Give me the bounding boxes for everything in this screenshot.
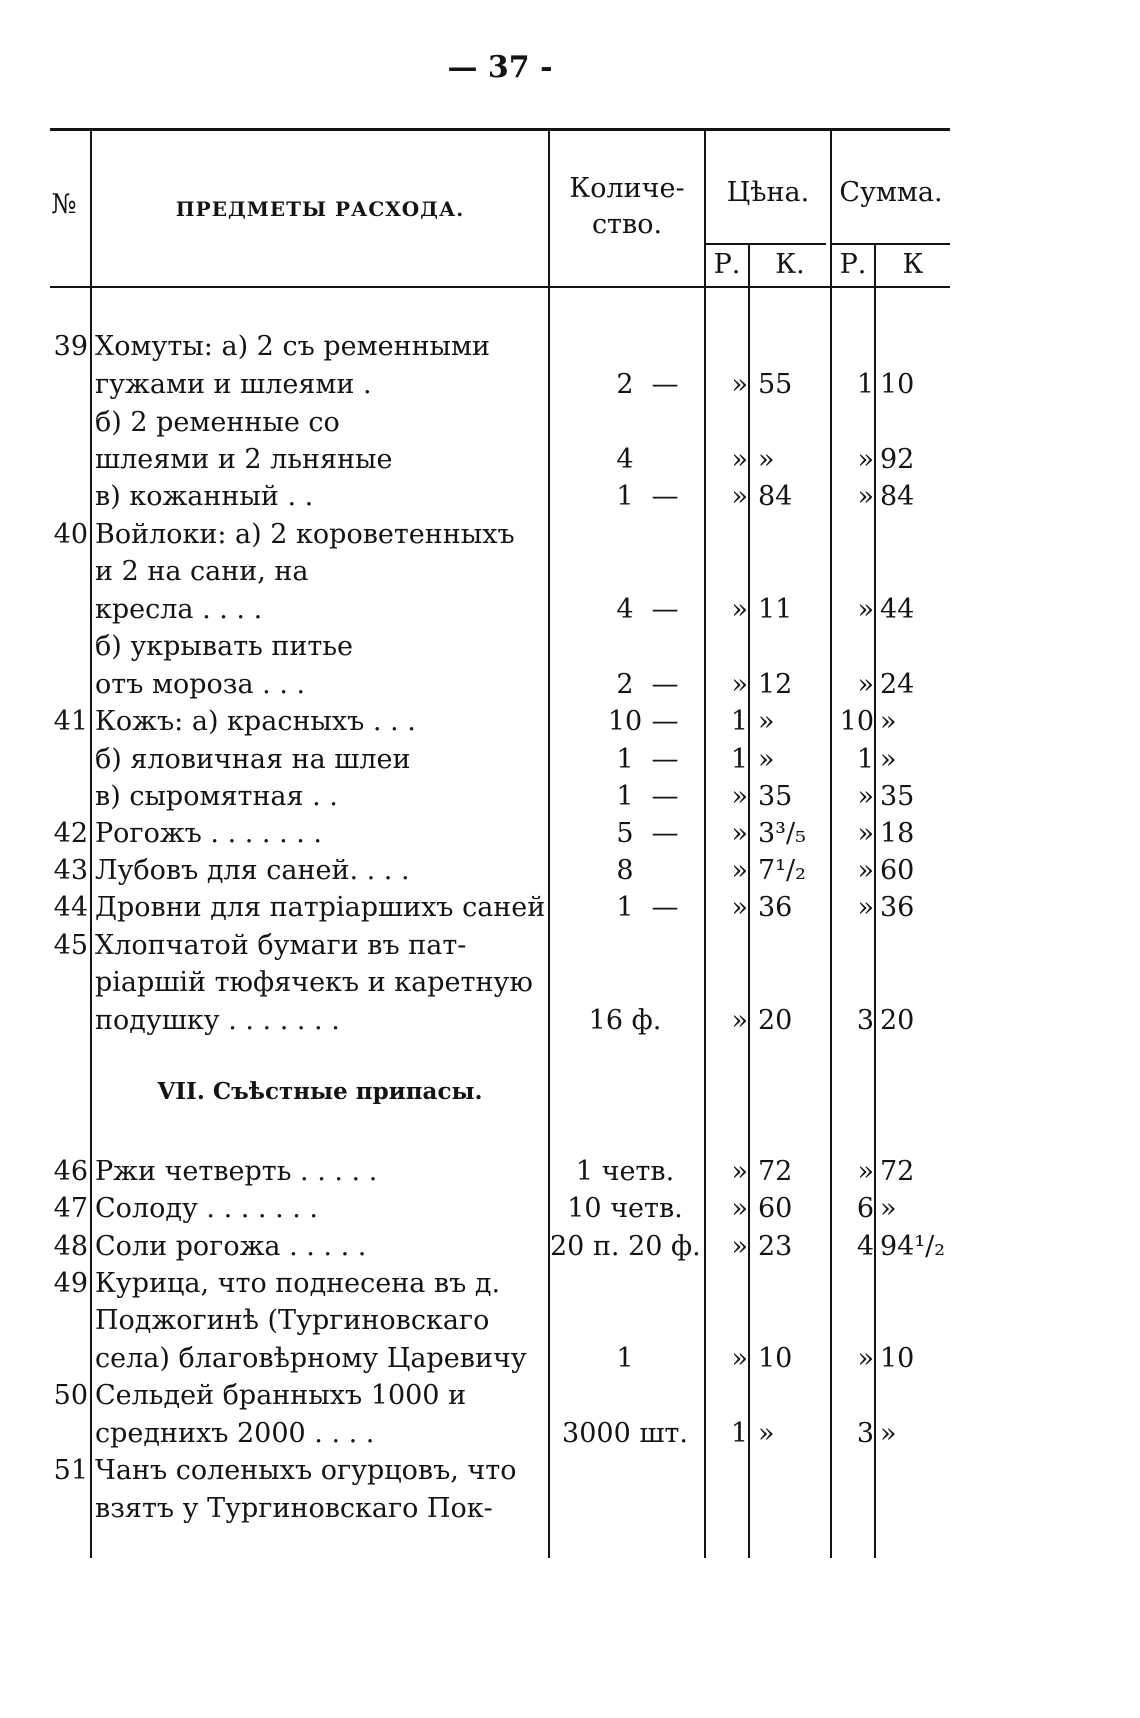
row-price-kopecks: 72: [758, 1156, 793, 1187]
table-row: [0, 852, 1000, 889]
header-price-r: Р.: [713, 249, 741, 280]
row-price-kopecks: »: [758, 444, 775, 475]
row-price-rubles: 1: [730, 706, 748, 737]
row-number: 42: [53, 818, 88, 849]
row-quantity: 1: [616, 744, 634, 775]
row-number: 51: [53, 1455, 88, 1486]
header-sum-k: К: [902, 249, 924, 280]
row-number: 46: [53, 1156, 88, 1187]
row-sum-rubles: »: [857, 855, 874, 886]
row-description: Войлоки: а) 2 короветенныхъ: [95, 519, 515, 550]
row-quantity: 10: [607, 706, 643, 737]
row-sum-kopecks: 72: [880, 1156, 915, 1187]
row-quantity: 5: [616, 818, 634, 849]
row-sum-kopecks: »: [880, 1193, 897, 1224]
row-price-rubles: »: [731, 818, 748, 849]
row-sum-kopecks: 18: [880, 818, 915, 849]
row-sum-rubles: »: [857, 594, 874, 625]
table-row: [0, 628, 1000, 665]
row-sum-rubles: »: [857, 892, 874, 923]
table-row: [0, 1490, 1000, 1527]
row-number: 39: [53, 331, 88, 362]
row-quantity: 4: [616, 444, 634, 475]
row-description: Кожъ: а) красныхъ . . .: [95, 706, 416, 737]
row-number: 48: [53, 1231, 88, 1262]
header-num: №: [51, 189, 77, 220]
section-title: VII. Съѣстные припасы.: [157, 1078, 483, 1105]
table-row: [0, 778, 1000, 815]
row-description: б) яловичная на шлеи: [95, 744, 411, 775]
row-price-rubles: »: [731, 1231, 748, 1262]
row-sum-rubles: »: [857, 1156, 874, 1187]
row-sum-kopecks: 84: [880, 481, 915, 512]
table-row: [0, 703, 1000, 740]
row-dash: —: [651, 669, 679, 700]
row-description: Сельдей бранныхъ 1000 и: [95, 1380, 467, 1411]
table-row: [0, 441, 1000, 478]
row-quantity: 16 ф.: [588, 1005, 662, 1036]
table-row: [0, 1153, 1000, 1190]
row-price-kopecks: 12: [758, 669, 793, 700]
row-description: Чанъ соленыхъ огурцовъ, что: [95, 1455, 517, 1486]
row-quantity: 4: [616, 594, 634, 625]
top-rule: [50, 128, 950, 131]
header-items: ПРЕДМЕТЫ РАСХОДА.: [175, 197, 465, 221]
table-row: [0, 927, 1000, 964]
row-description: Поджогинѣ (Тургиновскаго: [95, 1305, 490, 1336]
table-row: [0, 404, 1000, 441]
table-row: [0, 516, 1000, 553]
row-description: среднихъ 2000 . . . .: [95, 1418, 375, 1449]
table-row: [0, 1228, 1000, 1265]
row-sum-kopecks: 10: [880, 1343, 915, 1374]
subheader-rule-price: [706, 243, 826, 245]
table-row: [0, 328, 1000, 365]
row-number: 50: [53, 1380, 88, 1411]
row-price-kopecks: 7¹/₂: [758, 855, 806, 886]
row-price-rubles: »: [731, 1343, 748, 1374]
row-price-kopecks: 35: [758, 781, 793, 812]
row-description: Курица, что поднесена въ д.: [95, 1268, 501, 1299]
row-price-kopecks: 11: [758, 594, 793, 625]
row-sum-rubles: »: [857, 669, 874, 700]
header-bottom-rule: [50, 286, 950, 288]
row-dash: —: [651, 744, 679, 775]
row-dash: —: [651, 818, 679, 849]
table-row: [0, 741, 1000, 778]
row-quantity: 2: [616, 669, 634, 700]
row-price-kopecks: 10: [758, 1343, 793, 1374]
row-quantity: 20 п. 20 ф.: [550, 1231, 701, 1262]
row-dash: —: [651, 369, 679, 400]
row-number: 44: [53, 892, 88, 923]
table-row: [0, 478, 1000, 515]
row-description: кресла . . . .: [95, 594, 263, 625]
row-price-rubles: »: [731, 594, 748, 625]
row-sum-rubles: 6: [856, 1193, 874, 1224]
row-sum-rubles: »: [857, 481, 874, 512]
row-sum-rubles: 1: [856, 369, 874, 400]
row-sum-kopecks: 60: [880, 855, 915, 886]
row-price-rubles: »: [731, 669, 748, 700]
table-row: [0, 1265, 1000, 1302]
row-price-kopecks: 36: [758, 892, 793, 923]
row-price-rubles: »: [731, 855, 748, 886]
row-sum-rubles: 3: [856, 1418, 874, 1449]
row-price-rubles: »: [731, 892, 748, 923]
table-row: [0, 1302, 1000, 1339]
row-dash: —: [651, 481, 679, 512]
row-number: 45: [53, 930, 88, 961]
table-row: [0, 964, 1000, 1001]
row-price-kopecks: 55: [758, 369, 793, 400]
row-quantity: 1: [616, 781, 634, 812]
row-quantity: 1: [616, 481, 634, 512]
row-sum-kopecks: 10: [880, 369, 915, 400]
subheader-rule-sum: [832, 243, 950, 245]
row-number: 43: [53, 855, 88, 886]
row-description: ріаршій тюфячекъ и каретную: [95, 967, 533, 998]
row-number: 49: [53, 1268, 88, 1299]
header-sum-r: Р.: [839, 249, 867, 280]
row-number: 41: [53, 706, 88, 737]
table-row: [0, 1452, 1000, 1489]
row-quantity: 1: [616, 1343, 634, 1374]
header-price-k: К.: [775, 249, 805, 280]
row-price-rubles: »: [731, 444, 748, 475]
table-row: [0, 1340, 1000, 1377]
row-number: 47: [53, 1193, 88, 1224]
row-description: села) благовѣрному Царевичу: [95, 1343, 527, 1374]
row-description: взятъ у Тургиновскаго Пок-: [95, 1493, 493, 1524]
row-sum-rubles: »: [857, 781, 874, 812]
row-price-rubles: 1: [730, 1418, 748, 1449]
header-price: Цѣна.: [726, 177, 810, 208]
row-quantity: 1 четв.: [575, 1156, 675, 1187]
table-row: [0, 1415, 1000, 1452]
row-description: Соли рогожа . . . . .: [95, 1231, 367, 1262]
row-description: б) укрывать питье: [95, 631, 354, 662]
row-price-rubles: »: [731, 369, 748, 400]
header-qty-line2: ство.: [591, 209, 663, 240]
row-price-rubles: 1: [730, 744, 748, 775]
table-row: [0, 1190, 1000, 1227]
row-quantity: 2: [616, 369, 634, 400]
row-description: Дровни для патріаршихъ саней: [95, 892, 546, 923]
row-quantity: 8: [616, 855, 634, 886]
table-row: [0, 1002, 1000, 1039]
row-description: в) кожанный . .: [95, 481, 314, 512]
table-row: [0, 553, 1000, 590]
row-sum-kopecks: »: [880, 706, 897, 737]
row-sum-kopecks: 24: [880, 669, 915, 700]
table-row: [0, 1377, 1000, 1414]
table-row: [0, 889, 1000, 926]
row-description: гужами и шлеями .: [95, 369, 372, 400]
row-sum-kopecks: 20: [880, 1005, 915, 1036]
row-description: б) 2 ременные со: [95, 407, 340, 438]
row-sum-kopecks: 94¹/₂: [880, 1231, 946, 1262]
row-price-rubles: »: [731, 481, 748, 512]
row-sum-rubles: 4: [856, 1231, 874, 1262]
row-description: подушку . . . . . . .: [95, 1005, 340, 1036]
page-number: — 37 -: [447, 50, 553, 85]
row-quantity: 1: [616, 892, 634, 923]
row-price-rubles: »: [731, 781, 748, 812]
table-row: [0, 366, 1000, 403]
row-sum-kopecks: 92: [880, 444, 915, 475]
row-price-rubles: »: [731, 1193, 748, 1224]
row-description: отъ мороза . . .: [95, 669, 306, 700]
row-description: Солоду . . . . . . .: [95, 1193, 318, 1224]
header-qty-line1: Количе-: [569, 173, 685, 204]
row-price-rubles: »: [731, 1156, 748, 1187]
row-sum-kopecks: 36: [880, 892, 915, 923]
table-row: [0, 666, 1000, 703]
row-description: Ржи четверть . . . . .: [95, 1156, 378, 1187]
row-dash: —: [651, 706, 679, 737]
row-price-kopecks: 60: [758, 1193, 793, 1224]
row-sum-rubles: 10: [839, 706, 874, 737]
row-sum-kopecks: 35: [880, 781, 915, 812]
row-price-kopecks: 23: [758, 1231, 793, 1262]
header-sum: Сумма.: [839, 177, 943, 208]
row-price-kopecks: 3³/₅: [758, 818, 806, 849]
row-description: Рогожъ . . . . . . .: [95, 818, 322, 849]
row-price-rubles: »: [731, 1005, 748, 1036]
row-dash: —: [651, 594, 679, 625]
row-number: 40: [53, 519, 88, 550]
row-description: в) сыромятная . .: [95, 781, 338, 812]
row-quantity: 10 четв.: [567, 1193, 683, 1224]
row-description: Лубовъ для саней. . . .: [95, 855, 410, 886]
row-price-kopecks: 20: [758, 1005, 793, 1036]
row-price-kopecks: »: [758, 744, 775, 775]
table-row: [0, 591, 1000, 628]
row-price-kopecks: 84: [758, 481, 793, 512]
row-sum-rubles: 3: [856, 1005, 874, 1036]
row-sum-rubles: »: [857, 444, 874, 475]
row-sum-kopecks: 44: [880, 594, 915, 625]
row-sum-rubles: 1: [856, 744, 874, 775]
row-sum-rubles: »: [857, 1343, 874, 1374]
row-dash: —: [651, 781, 679, 812]
row-price-kopecks: »: [758, 706, 775, 737]
row-dash: —: [651, 892, 679, 923]
row-description: и 2 на сани, на: [95, 556, 309, 587]
row-sum-kopecks: »: [880, 1418, 897, 1449]
row-sum-rubles: »: [857, 818, 874, 849]
row-description: шлеями и 2 льняные: [95, 444, 393, 475]
table-row: [0, 815, 1000, 852]
row-sum-kopecks: »: [880, 744, 897, 775]
row-description: Хлопчатой бумаги въ пат-: [95, 930, 467, 961]
row-quantity: 3000 шт.: [562, 1418, 688, 1449]
row-price-kopecks: »: [758, 1418, 775, 1449]
row-description: Хомуты: а) 2 съ ременными: [95, 331, 491, 362]
